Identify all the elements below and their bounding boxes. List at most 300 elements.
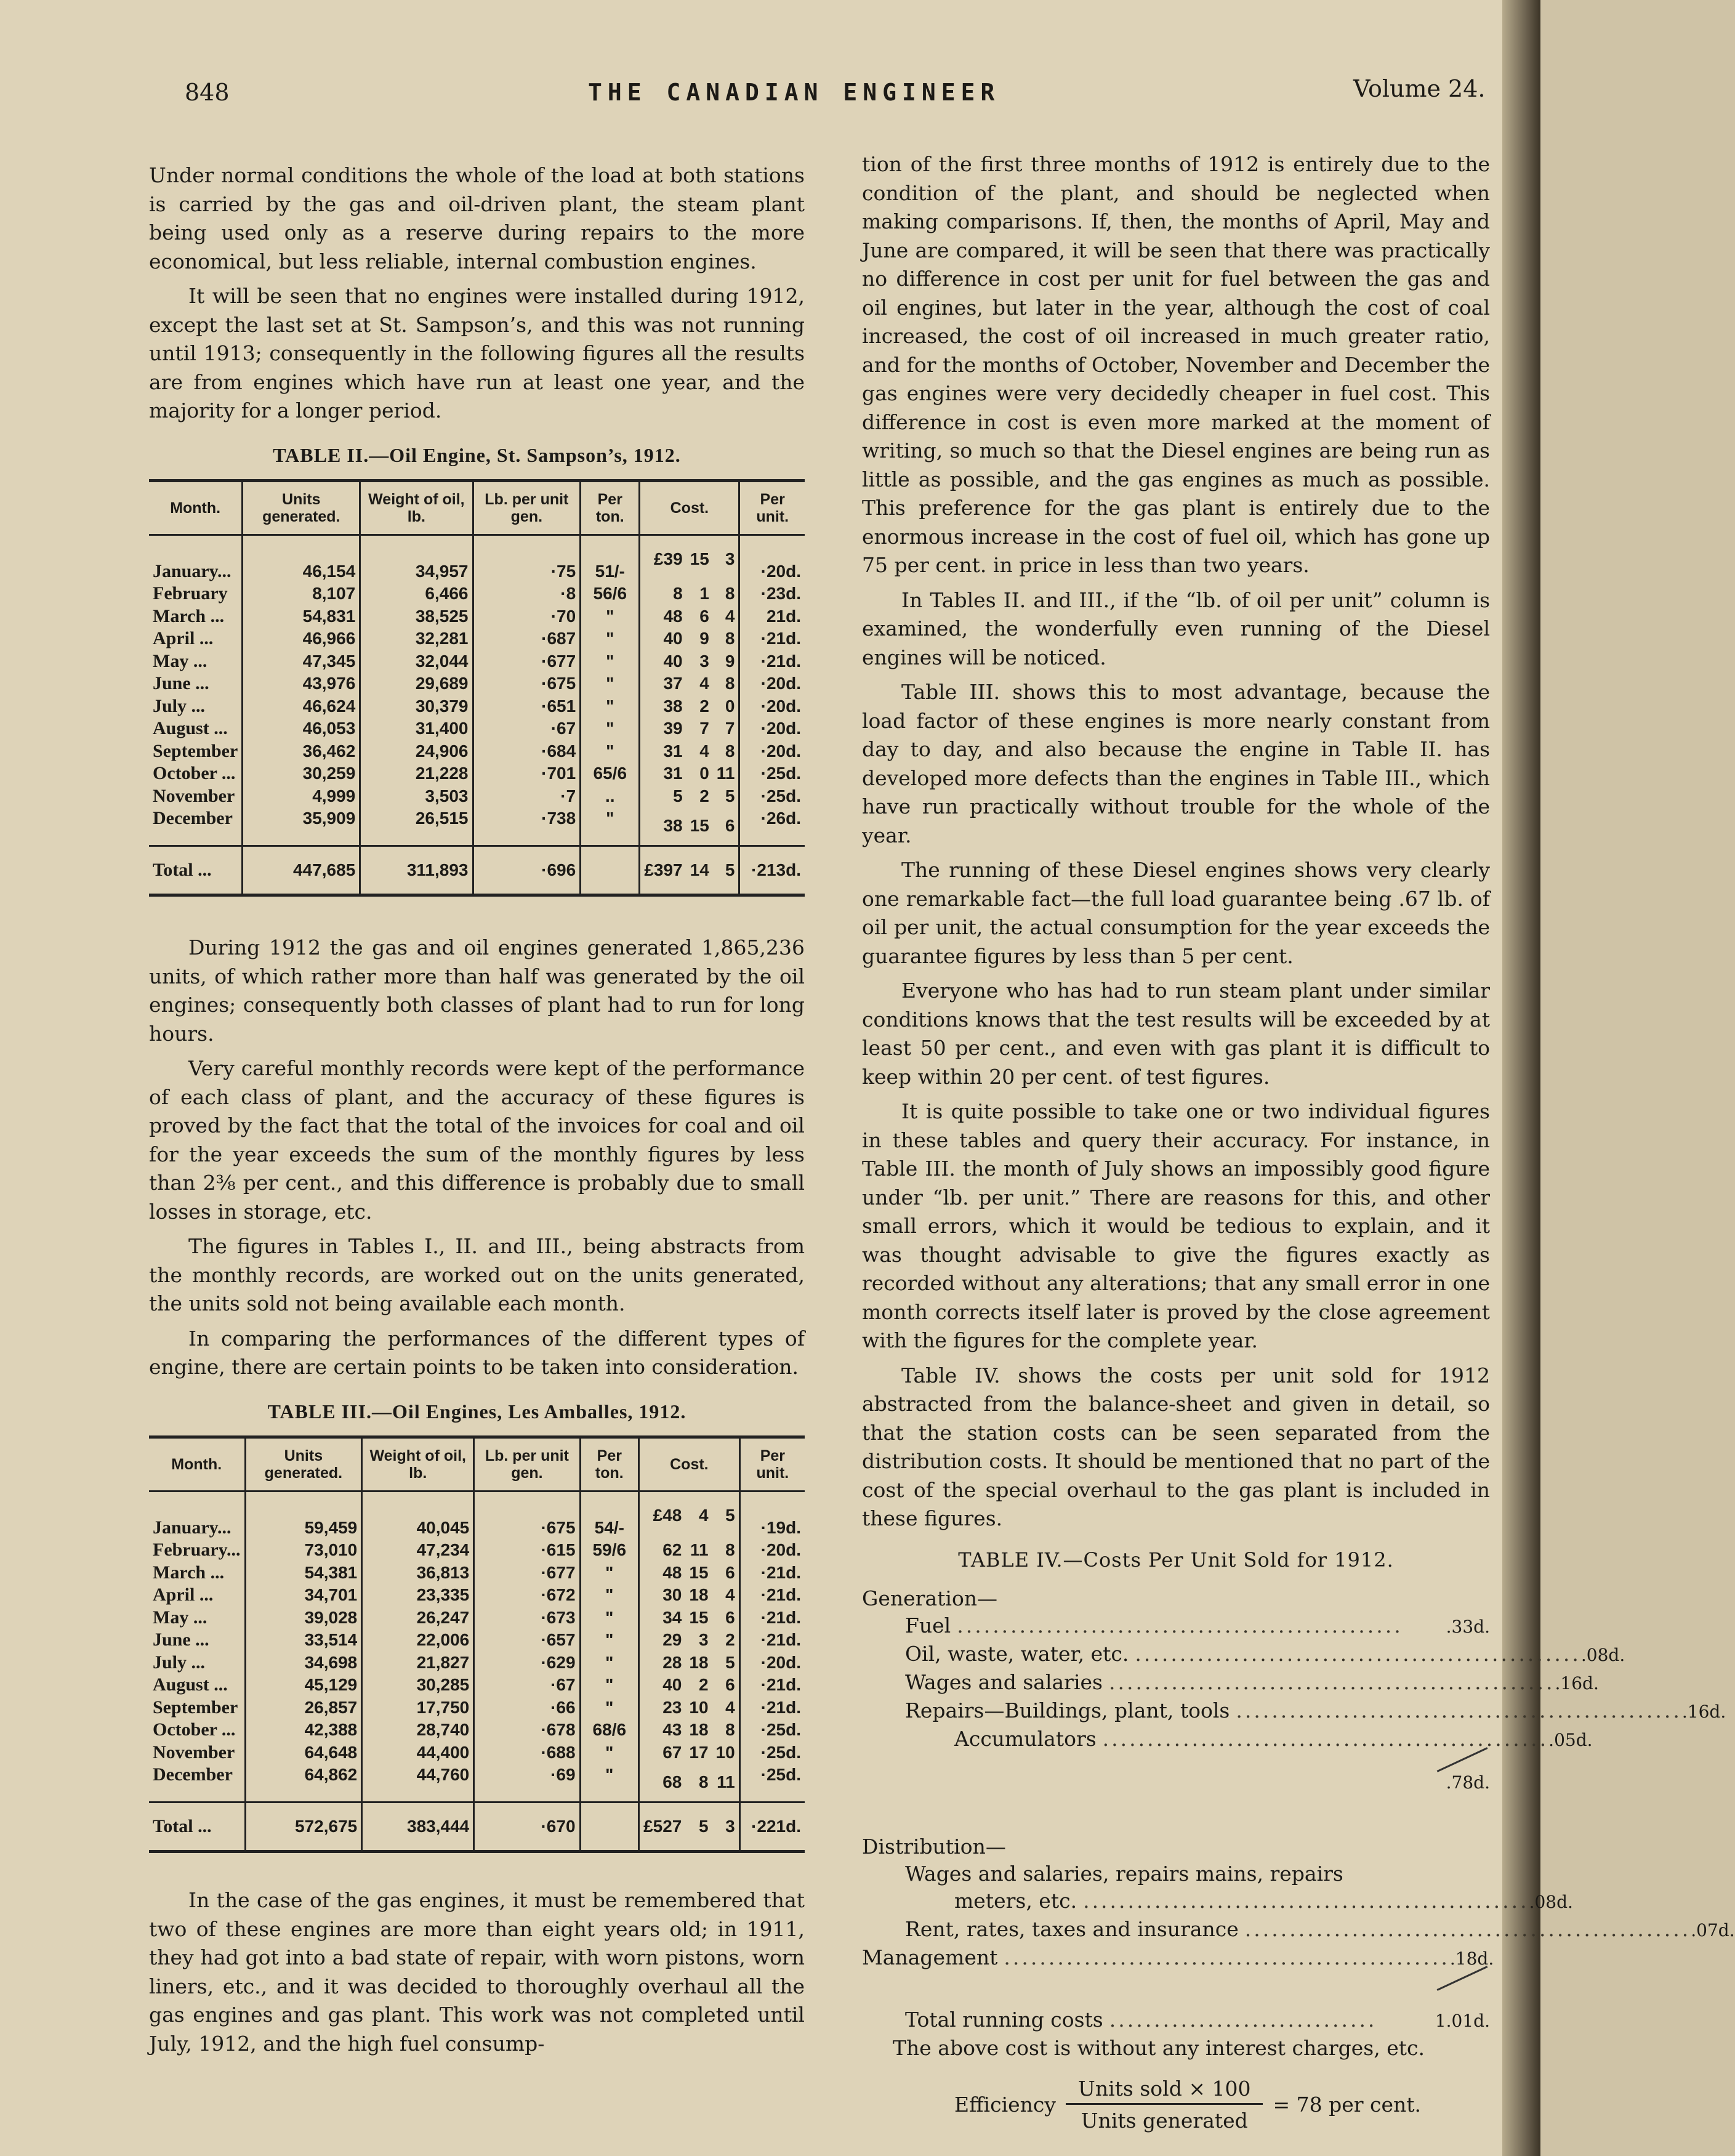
table-cell: ·20d.	[739, 672, 805, 695]
table-cell: ·25d.	[739, 1719, 805, 1742]
cost-line-item	[862, 1726, 1593, 1754]
table-cell: ·21d.	[739, 628, 805, 650]
table-cell: 46,624	[243, 695, 360, 718]
table-row	[149, 1629, 805, 1652]
efficiency-numerator: Units sold × 100	[1078, 2076, 1251, 2101]
table-cell: 64,648	[245, 1742, 362, 1764]
table-cell: ·7	[473, 785, 581, 808]
table-cell: 40	[639, 1674, 686, 1697]
table-total-row	[149, 1802, 805, 1852]
table-cell: 31	[640, 740, 686, 763]
table-cell: October ...	[153, 763, 236, 783]
table-cell: 39	[640, 717, 686, 740]
table-cell: 5	[725, 1505, 735, 1525]
paragraph: In comparing the performances of the different types of engine, there are certain points to be taken into consideration.	[149, 1326, 805, 1379]
table-total-cell: £527	[639, 1802, 686, 1852]
table-cell: 26,857	[245, 1697, 362, 1719]
cost-line-item	[862, 1641, 1625, 1669]
cost-line-item	[862, 1860, 1490, 1888]
table-cell: 23,335	[362, 1584, 474, 1607]
table-cell: May ...	[153, 1607, 207, 1628]
table-cell: 54/-	[580, 1491, 639, 1539]
table-cell: 7	[699, 719, 709, 738]
table-total-cell: Total ...	[153, 1815, 212, 1836]
table-cell: 10	[715, 1742, 735, 1762]
table-cell: ·20d.	[739, 695, 805, 718]
table-cell: 21,228	[360, 762, 473, 785]
table-cell: 31	[640, 762, 686, 785]
cost-line-value: .05d.	[1548, 1729, 1593, 1750]
table-cell: 8	[725, 584, 735, 603]
table-cell: £48	[639, 1491, 686, 1539]
table-cell: 17,750	[362, 1697, 474, 1719]
table-cell: 47,345	[243, 650, 360, 673]
table-cell: 32,044	[360, 650, 473, 673]
journal-title: THE CANADIAN ENGINEER	[588, 79, 1000, 106]
table-row	[149, 1539, 805, 1562]
table-cell: ·673	[474, 1607, 580, 1629]
table-cell: ·21d.	[739, 650, 805, 673]
table-total-cell: 5	[698, 1816, 709, 1836]
table-cell: ·687	[473, 628, 581, 650]
table-total-cell: £397	[640, 846, 686, 895]
table-cell: ·629	[474, 1652, 580, 1674]
page-edge-shadow	[1502, 0, 1540, 2156]
leader-dots: ..................................................	[957, 1613, 1403, 1637]
cost-line-value: .08d.	[1580, 1644, 1625, 1665]
table-row	[149, 1652, 805, 1674]
table-cell: 37	[640, 672, 686, 695]
table-cell: 8	[725, 674, 735, 693]
table-cell: ·20d.	[739, 740, 805, 763]
table-4	[862, 1585, 1735, 2133]
table-cell: ·21d.	[739, 1674, 805, 1697]
table-total-cell: 447,685	[243, 846, 360, 895]
table-cell: March ...	[153, 605, 225, 626]
table-row	[149, 1491, 805, 1539]
table-cell: 67	[639, 1742, 686, 1764]
table-cell: "	[581, 695, 640, 718]
table-cell: February	[153, 583, 228, 604]
table-cell: 23	[639, 1697, 686, 1719]
table-cell: 6	[725, 1607, 735, 1627]
table-header-row	[149, 480, 805, 535]
table-cell: 8	[640, 583, 686, 605]
paragraph: During 1912 the gas and oil engines generated 1,865,236 units, of which rather more than half was generated by the oil engines; consequently both classes of plant had to run for long hours.	[149, 935, 805, 1046]
table-cell: November	[153, 785, 235, 806]
table-cell: "	[581, 628, 640, 650]
table-cell: 24,906	[360, 740, 473, 763]
table-cell: 8	[725, 741, 735, 761]
table-cell: 40	[640, 628, 686, 650]
table-total-cell: 572,675	[245, 1802, 362, 1852]
table-cell: ·688	[474, 1742, 580, 1764]
table-row	[149, 628, 805, 650]
table-cell: 7	[725, 719, 735, 738]
table-cell: ·657	[474, 1629, 580, 1652]
volume-label: Volume 24.	[1353, 75, 1486, 102]
table-cell: ·69	[474, 1764, 580, 1802]
table-row	[149, 672, 805, 695]
column-header: Units generated.	[245, 1437, 362, 1491]
table-cell: 18	[689, 1720, 709, 1739]
table-cell: ·677	[473, 650, 581, 673]
table-cell: 30	[639, 1584, 686, 1607]
table-cell: 8,107	[243, 583, 360, 605]
table-cell: 2	[698, 1675, 709, 1694]
table-cell: ·21d.	[739, 1562, 805, 1585]
table-total-cell: ·696	[473, 846, 581, 895]
cost-line-value: .08d.	[1529, 1891, 1573, 1912]
table-cell: 15	[690, 549, 709, 568]
table-total-cell: Total ...	[153, 859, 212, 880]
table-cell: 43	[639, 1719, 686, 1742]
table-4-caption: TABLE IV.—Costs Per Unit Sold for 1912.	[958, 1548, 1394, 1572]
table-cell: 31,400	[360, 717, 473, 740]
table-cell: 34	[639, 1607, 686, 1629]
table-cell: 5	[725, 1652, 735, 1672]
table-cell: ·25d.	[739, 762, 805, 785]
table-row	[149, 1764, 805, 1802]
page-number: 848	[185, 79, 230, 106]
column-header: Lb. per unit gen.	[474, 1437, 580, 1491]
table-row	[149, 650, 805, 673]
table-cell: 11	[717, 1772, 735, 1791]
paragraph: Table IV. shows the costs per unit sold for 1912 abstracted from the balance-sheet and given in detail, so that the station costs can be seen separated from the distribution costs. It should be mentioned that no part of the cost of the special overhaul to the gas plant is included in these figures.	[862, 1363, 1490, 1530]
leader-dots: ..................................................	[1102, 1726, 1549, 1751]
table-cell: April ...	[153, 1585, 214, 1605]
column-header: Month.	[171, 1455, 222, 1473]
efficiency-label: Efficiency	[954, 2092, 1057, 2117]
table-cell: 21d.	[739, 605, 805, 628]
table-cell: 0	[699, 764, 709, 783]
table-cell: ·675	[474, 1491, 580, 1539]
cost-line-value: .16d.	[1681, 1701, 1726, 1722]
cost-line-label: Accumulators	[954, 1726, 1097, 1751]
table-cell: 44,400	[362, 1742, 474, 1764]
table-cell: 17	[689, 1742, 709, 1762]
column-header: Lb. per unit gen.	[473, 480, 581, 535]
table-cell: ·67	[473, 717, 581, 740]
table-cell: 38	[640, 807, 686, 846]
cost-line-value: .16d.	[1555, 1673, 1599, 1694]
table-cell: 34,698	[245, 1652, 362, 1674]
table-cell: 11	[690, 1540, 709, 1559]
table-row	[149, 762, 805, 785]
table-total-cell: 3	[725, 1816, 735, 1836]
table-cell: ·66	[474, 1697, 580, 1719]
leader-dots: ..................................................	[1108, 1669, 1555, 1694]
table-cell: 48	[640, 605, 686, 628]
column-header: Per unit.	[739, 1437, 805, 1491]
cost-line-item	[862, 1612, 1490, 1641]
table-cell: December	[153, 808, 233, 828]
cost-line-label: Rent, rates, taxes and insurance	[905, 1916, 1239, 1941]
table-row	[149, 717, 805, 740]
table-total-row	[149, 846, 805, 895]
table-cell: 62	[639, 1539, 686, 1562]
table-cell: 54,831	[243, 605, 360, 628]
table-cell: 4	[725, 606, 735, 626]
leader-dots: ..................................................	[1236, 1698, 1682, 1722]
table-cell: ·675	[473, 672, 581, 695]
cost-line-label: Wages and salaries, repairs mains, repairs	[905, 1861, 1343, 1886]
table-total-cell: 383,444	[362, 1802, 474, 1852]
table-cell: 18	[689, 1585, 709, 1604]
cost-line-value: .07d.	[1691, 1920, 1735, 1940]
paragraph: It will be seen that no engines were installed during 1912, except the last set at St. Sampson’s, and this was not running until 1913; consequently in the following figures all the results are from engines which have run at least one year, and the majority for a longer period.	[149, 284, 805, 422]
table-cell: 43,976	[243, 672, 360, 695]
table-cell: ·20d.	[739, 535, 805, 583]
leader-dots: ..............................	[1109, 2007, 1377, 2032]
table-cell: November	[153, 1742, 235, 1762]
table-cell: "	[580, 1764, 639, 1802]
table-2	[149, 479, 805, 897]
table-row	[149, 1674, 805, 1697]
table-cell: 68/6	[580, 1719, 639, 1742]
table-cell: 54,381	[245, 1562, 362, 1585]
table-cell: "	[580, 1584, 639, 1607]
paragraph: Everyone who has had to run steam plant under similar conditions knows that the test results will be exceeded by at least 50 per cent., and even with gas plant it is difficult to keep within 20 per cent. of test figures.	[862, 979, 1490, 1089]
table-cell: 1	[699, 584, 709, 603]
table-3	[149, 1435, 805, 1854]
table-cell: 4	[698, 1505, 709, 1525]
table-cell: 73,010	[245, 1539, 362, 1562]
table-cell: "	[581, 672, 640, 695]
table-cell: 4,999	[243, 785, 360, 808]
leader-dots: ..................................................	[1244, 1916, 1691, 1941]
table-cell: ·21d.	[739, 1584, 805, 1607]
table-total-cell: 14	[690, 860, 709, 879]
cost-line-label: Repairs—Buildings, plant, tools	[905, 1698, 1230, 1722]
table-cell: 22,006	[362, 1629, 474, 1652]
table-cell: 68	[639, 1764, 686, 1802]
efficiency-formula	[862, 2077, 1490, 2133]
cost-line-label: Wages and salaries	[905, 1669, 1103, 1694]
table-cell: ·615	[474, 1539, 580, 1562]
efficiency-result: = 78 per cent.	[1273, 2092, 1422, 2117]
table-row	[149, 807, 805, 846]
table-cell: 51/-	[581, 535, 640, 583]
table-cell: 34,957	[360, 535, 473, 583]
table-cell: 3,503	[360, 785, 473, 808]
table-cell: 26,515	[360, 807, 473, 846]
column-header: Cost.	[639, 1437, 740, 1491]
table-cell: March ...	[153, 1562, 225, 1583]
table-cell: 4	[725, 1585, 735, 1604]
table-cell: "	[581, 807, 640, 846]
column-header: Per ton.	[580, 1437, 639, 1491]
leader-dots: ..................................................	[1004, 1945, 1450, 1969]
table-2-caption: TABLE II.—Oil Engine, St. Sampson’s, 1912.	[273, 443, 681, 466]
table-cell: 15	[689, 1607, 709, 1627]
table-cell: ·678	[474, 1719, 580, 1742]
generation-subtotal: .78d.	[1446, 1772, 1490, 1793]
table-cell: 9	[699, 629, 709, 648]
table-cell: "	[580, 1742, 639, 1764]
paragraph: Table III. shows this to most advantage, because the load factor of these engines is more nearly constant from day to day, and also because the engine in Table II. has developed more defects than the engines in Table III., which have run practically without trouble for the whole of the year.	[862, 680, 1490, 847]
total-running-costs-value: 1.01d.	[1435, 2010, 1490, 2031]
table-cell: 0	[725, 696, 735, 716]
column-header: Weight of oil, lb.	[360, 480, 473, 535]
table-cell: 6	[699, 606, 709, 626]
table-cell: 39,028	[245, 1607, 362, 1629]
cost-line-label: Management	[862, 1945, 998, 1969]
paragraph: Very careful monthly records were kept of the performance of each class of plant, and the accuracy of these figures is proved by the fact that the total of the invoices for coal and oil for the year exceeds the sum of the monthly figures by less than 2⅜ per cent., and this difference is probably due to small losses in storage, etc.	[149, 1056, 805, 1224]
cost-line-label: Fuel	[905, 1613, 951, 1637]
table-cell: "	[581, 650, 640, 673]
table-total-cell	[580, 1802, 639, 1852]
table-cell: 5	[640, 785, 686, 808]
total-running-costs-label: Total running costs	[905, 2007, 1103, 2032]
table-cell: "	[580, 1562, 639, 1585]
cost-line-item	[862, 1669, 1599, 1697]
column-header: Month.	[170, 499, 221, 517]
table-cell: ·672	[474, 1584, 580, 1607]
cost-line-item	[862, 1697, 1726, 1726]
table-cell: 36,813	[362, 1562, 474, 1585]
table-cell: ·684	[473, 740, 581, 763]
table-cell: 46,966	[243, 628, 360, 650]
table-cell: 59/6	[580, 1539, 639, 1562]
table-cell: 4	[699, 674, 709, 693]
column-header: Cost.	[640, 480, 739, 535]
table-cell: 32,281	[360, 628, 473, 650]
table-total-cell	[581, 846, 640, 895]
table-row	[149, 1719, 805, 1742]
cost-line-value: .18d.	[1449, 1948, 1494, 1969]
table-cell: 2	[725, 1630, 735, 1649]
table-cell: January...	[153, 1517, 231, 1538]
table-cell: 38	[640, 695, 686, 718]
table-cell: January...	[153, 560, 231, 581]
table-cell: June ...	[153, 673, 209, 693]
table-total-cell: ·670	[474, 1802, 580, 1852]
table-cell: "	[581, 717, 640, 740]
table-cell: 15	[689, 1562, 709, 1582]
table-cell: 47,234	[362, 1539, 474, 1562]
table-cell: "	[580, 1652, 639, 1674]
table-row	[149, 1562, 805, 1585]
table-cell: 21,827	[362, 1652, 474, 1674]
table-cell: ..	[581, 785, 640, 808]
table-cell: ·25d.	[739, 785, 805, 808]
leader-dots: ..................................................	[1135, 1641, 1581, 1666]
table-cell: 45,129	[245, 1674, 362, 1697]
table-cell: October ...	[153, 1719, 236, 1740]
table-cell: ·677	[474, 1562, 580, 1585]
table-cell: 40	[640, 650, 686, 673]
table-cell: 8	[725, 1720, 735, 1739]
column-header: Units generated.	[243, 480, 360, 535]
paragraph: The figures in Tables I., II. and III., being abstracts from the monthly records, are worked out on the units generated, the units sold not being available each month.	[149, 1234, 805, 1315]
table-cell: 35,909	[243, 807, 360, 846]
paragraph: In Tables II. and III., if the “lb. of oil per unit” column is examined, the wonderfully even running of the Diesel engines will be noticed.	[862, 587, 1490, 669]
table-cell: 11	[716, 764, 735, 783]
table-cell: July ...	[153, 695, 206, 716]
table-cell: May ...	[153, 650, 207, 671]
efficiency-fraction	[1066, 2077, 1263, 2133]
table-cell: 42,388	[245, 1719, 362, 1742]
table-cell: 5	[725, 786, 735, 805]
table-cell: ·8	[473, 583, 581, 605]
table-cell: September	[153, 1697, 238, 1718]
table-row	[149, 605, 805, 628]
table-total-cell: ·213d.	[739, 846, 805, 895]
table-cell: 64,862	[245, 1764, 362, 1802]
table-cell: June ...	[153, 1629, 209, 1650]
table-cell: "	[581, 605, 640, 628]
table-row	[149, 583, 805, 605]
table-cell: 29	[639, 1629, 686, 1652]
table-cell: 36,462	[243, 740, 360, 763]
table-cell: 56/6	[581, 583, 640, 605]
table-cell: 6,466	[360, 583, 473, 605]
table-cell: 46,154	[243, 535, 360, 583]
table-cell: ·701	[473, 762, 581, 785]
table-cell: 26,247	[362, 1607, 474, 1629]
table-cell: 8	[725, 1540, 735, 1559]
table-row	[149, 740, 805, 763]
table-cell: 30,379	[360, 695, 473, 718]
table-cell: 10	[689, 1697, 709, 1717]
table-row	[149, 535, 805, 583]
table-row	[149, 785, 805, 808]
table-cell: ·651	[473, 695, 581, 718]
table-cell: ·26d.	[739, 807, 805, 846]
table-cell: 59,459	[245, 1491, 362, 1539]
table-cell: August ...	[153, 718, 228, 738]
cost-line-label: meters, etc.	[954, 1888, 1077, 1913]
table-cell: ·67	[474, 1674, 580, 1697]
cost-line-item	[862, 1888, 1573, 1916]
table-cell: ·21d.	[739, 1607, 805, 1629]
table-cell: 6	[725, 1675, 735, 1694]
paragraph: It is quite possible to take one or two individual figures in these tables and query their accuracy. For instance, in Table III. the month of July shows an impossibly good figure under “lb. per unit.” There are reasons for this, and other small errors, which it would be tedious to explain, and it was thought advisable to give the figures exactly as recorded without any alterations; that any small error in one month corrects itself later is proved by the close agreement with the figures for the complete year.	[862, 1099, 1490, 1352]
table-cell: ·75	[473, 535, 581, 583]
paragraph: The running of these Diesel engines shows very clearly one remarkable fact—the full load guarantee being .67 lb. of oil per unit, the actual consumption for the year exceeds the guarantee figures by less than 5 per cent.	[862, 858, 1490, 968]
leader-dots: ..................................................	[1083, 1888, 1529, 1913]
table-cell: December	[153, 1764, 233, 1785]
distribution-heading: Distribution—	[862, 1834, 1006, 1859]
table-cell: ·25d.	[739, 1742, 805, 1764]
table-cell: 34,701	[245, 1584, 362, 1607]
cost-line-label: Oil, waste, water, etc.	[905, 1641, 1129, 1666]
paragraph: In the case of the gas engines, it must be remembered that two of these engines are more than eight years old; in 1911, they had got into a bad state of repair, with worn pistons, worn liners, etc., and it was decided to thoroughly overhaul all the gas engines and gas plant. This work was not completed until July, 1912, and the high fuel consump-	[149, 1888, 805, 2056]
table-cell: 29,689	[360, 672, 473, 695]
table-cell: ·70	[473, 605, 581, 628]
table-cell: August ...	[153, 1674, 228, 1695]
cost-line-item	[862, 1944, 1494, 1972]
left-column	[149, 161, 805, 2064]
efficiency-denominator: Units generated	[1081, 2108, 1248, 2133]
table-cell: 3	[725, 549, 735, 568]
table-cell: 4	[699, 741, 709, 761]
table-cell: 2	[699, 786, 709, 805]
table-cell: 3	[699, 651, 709, 671]
table-total-cell: ·221d.	[739, 1802, 805, 1852]
table-cell: 28	[639, 1652, 686, 1674]
paragraph: tion of the first three months of 1912 is entirely due to the condition of the plant, and should be neglected when making comparisons. If, then, the months of April, May and June are compared, it will be seen that there was practically no difference in cost per unit for fuel between the gas and oil engines, but later in the year, although the cost of coal increased, the cost of oil increased in much greater ratio, and for the months of October, November and December the gas engines were very decidedly cheaper in fuel cost. This difference in cost is even more marked at the moment of writing, so much so that the Diesel engines are being run as little as possible, and the gas engines as much as possible. This preference for the gas plant is entirely due to the enormous increase in the cost of fuel oil, which has gone up 75 per cent. in price in less than two years.	[862, 152, 1490, 577]
table-cell: 48	[639, 1562, 686, 1585]
column-header: Per unit.	[739, 480, 805, 535]
table-row	[149, 1607, 805, 1629]
table-cell: 6	[725, 816, 735, 835]
cost-line-value: .33d.	[1446, 1616, 1490, 1637]
table-row	[149, 1697, 805, 1719]
table-cell: 18	[689, 1652, 709, 1672]
table-cell: 15	[690, 816, 709, 835]
